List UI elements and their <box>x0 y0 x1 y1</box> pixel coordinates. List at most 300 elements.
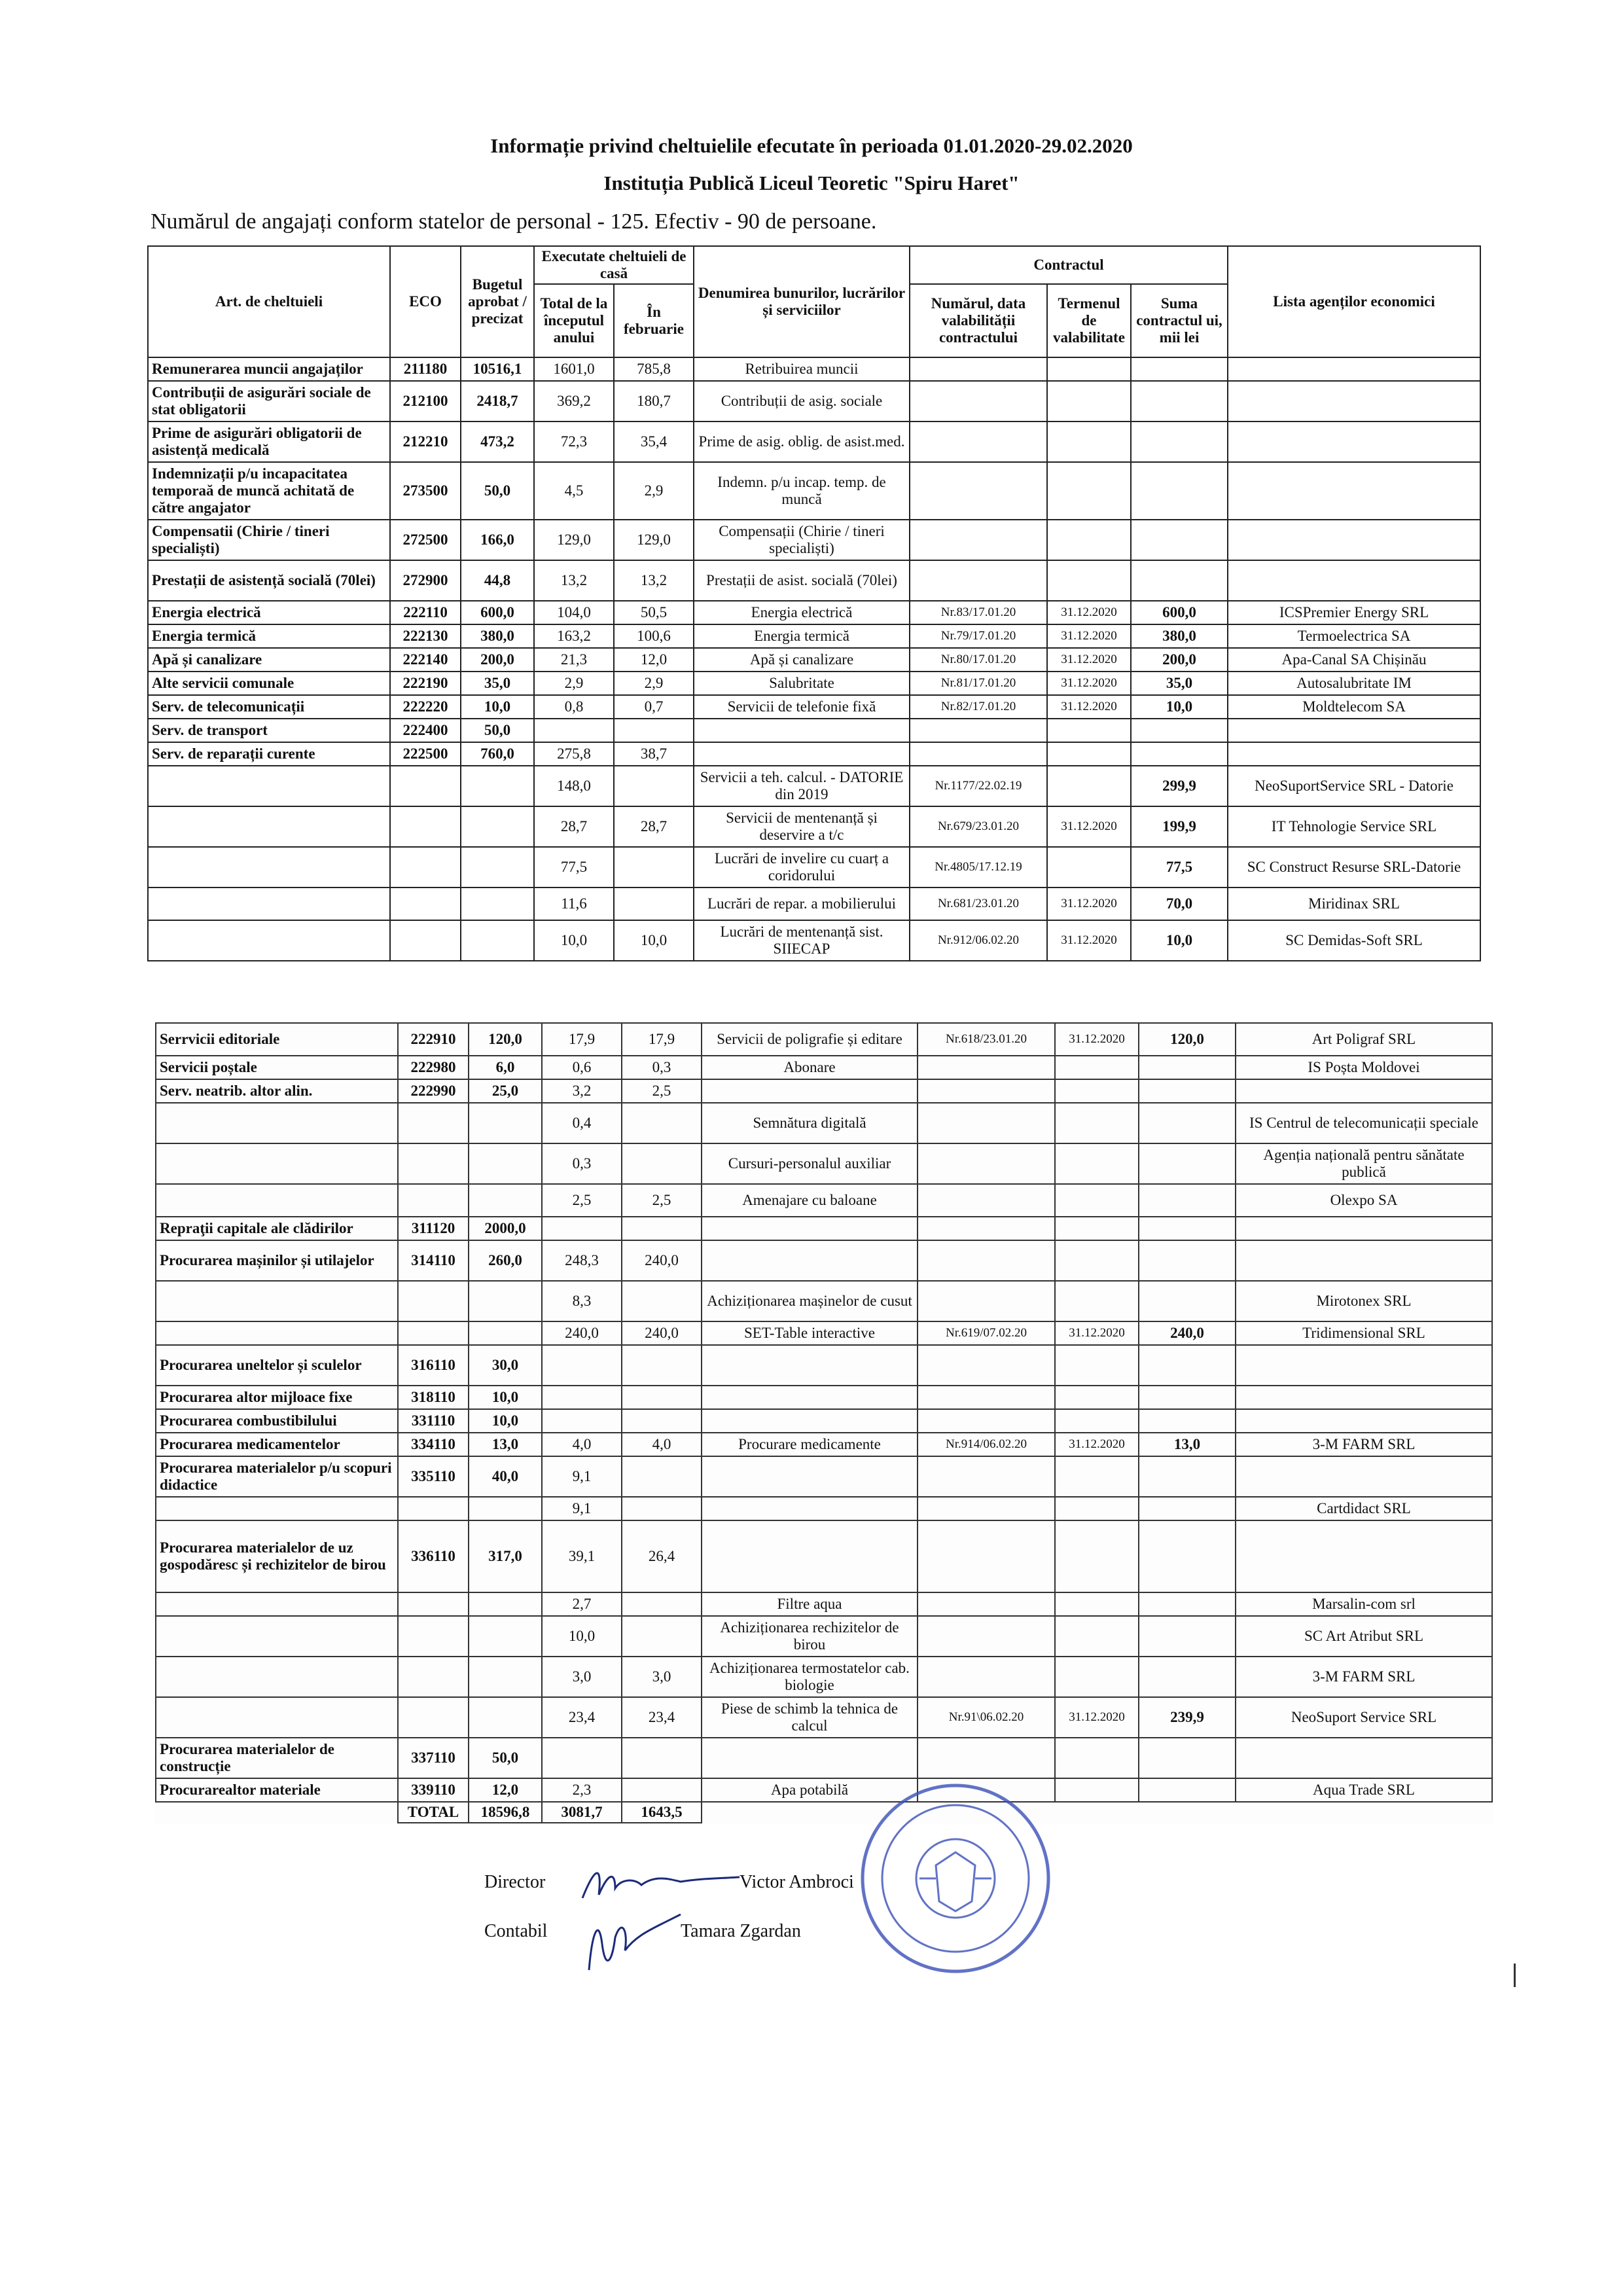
row-eco <box>398 1592 469 1616</box>
row-termen: 31.12.2020 <box>1047 601 1131 624</box>
row-denumire: Servicii a teh. calcul. - DATORIE din 2019 <box>694 766 910 806</box>
row-termen: 31.12.2020 <box>1055 1023 1139 1056</box>
table-row <box>156 1616 1492 1657</box>
row-eco: 222190 <box>390 672 461 695</box>
row-eco <box>398 1184 469 1217</box>
row-eco: 316110 <box>398 1345 469 1386</box>
row-buget: 10,0 <box>461 695 534 719</box>
row-art: Serrvicii editoriale <box>156 1023 398 1056</box>
row-denumire: Salubritate <box>694 672 910 695</box>
col-agenti: Lista agenților economici <box>1228 246 1480 357</box>
row-art <box>156 1103 398 1143</box>
row-art <box>156 1616 398 1657</box>
row-buget: 50,0 <box>461 719 534 742</box>
total-total: 3081,7 <box>542 1802 622 1823</box>
row-contract-nr <box>918 1738 1055 1778</box>
row-total: 3,2 <box>542 1079 622 1103</box>
col-feb: În februarie <box>614 284 694 357</box>
table-row <box>156 1657 1492 1697</box>
row-feb <box>622 1217 702 1240</box>
row-eco: 311120 <box>398 1217 469 1240</box>
row-buget: 260,0 <box>469 1240 542 1281</box>
row-total: 0,4 <box>542 1103 622 1143</box>
row-total: 275,8 <box>534 742 614 766</box>
row-denumire <box>702 1456 918 1497</box>
row-agent: Aqua Trade SRL <box>1236 1778 1492 1802</box>
row-agent <box>1236 1409 1492 1433</box>
row-buget <box>469 1184 542 1217</box>
row-denumire <box>702 1217 918 1240</box>
row-termen: 31.12.2020 <box>1047 888 1131 920</box>
row-eco: 337110 <box>398 1738 469 1778</box>
row-termen <box>1047 422 1131 462</box>
total-row <box>156 1802 1492 1823</box>
row-suma <box>1139 1240 1236 1281</box>
row-total: 2,9 <box>534 672 614 695</box>
row-total <box>542 1386 622 1409</box>
row-termen <box>1055 1592 1139 1616</box>
row-feb: 12,0 <box>614 648 694 672</box>
row-art <box>156 1657 398 1697</box>
row-denumire: Servicii de mentenanță și deservire a t/c <box>694 806 910 847</box>
row-feb <box>614 719 694 742</box>
row-art <box>148 766 390 806</box>
row-suma <box>1131 462 1228 520</box>
row-agent <box>1236 1079 1492 1103</box>
row-denumire: Achiziționarea rechizitelor de birou <box>702 1616 918 1657</box>
row-buget: 10,0 <box>469 1409 542 1433</box>
row-feb: 38,7 <box>614 742 694 766</box>
row-termen <box>1055 1386 1139 1409</box>
row-art: Procurarea altor mijloace fixe <box>156 1386 398 1409</box>
row-buget: 12,0 <box>469 1778 542 1802</box>
table-row <box>148 920 1480 961</box>
row-art: Contribuții de asigurări sociale de stat obligatorii <box>148 381 390 422</box>
row-art: Serv. de reparații curente <box>148 742 390 766</box>
row-contract-nr <box>918 1056 1055 1079</box>
row-termen <box>1055 1143 1139 1184</box>
row-art: Repraţii capitale ale clădirilor <box>156 1217 398 1240</box>
row-feb <box>614 847 694 888</box>
row-feb: 10,0 <box>614 920 694 961</box>
row-termen <box>1055 1281 1139 1321</box>
row-contract-nr <box>918 1616 1055 1657</box>
row-feb: 26,4 <box>622 1520 702 1592</box>
row-termen <box>1055 1345 1139 1386</box>
document-title: Informație privind cheltuielile efecutate în perioada 01.01.2020-29.02.2020 <box>490 134 1133 157</box>
row-contract-nr: Nr.83/17.01.20 <box>910 601 1047 624</box>
table-row <box>156 1023 1492 1056</box>
row-total: 1601,0 <box>534 357 614 381</box>
row-agent <box>1236 1217 1492 1240</box>
row-contract-nr <box>910 742 1047 766</box>
row-denumire: Lucrări de invelire cu cuarț a coridorului <box>694 847 910 888</box>
row-feb: 2,5 <box>622 1184 702 1217</box>
row-suma <box>1139 1497 1236 1520</box>
row-total: 148,0 <box>534 766 614 806</box>
row-agent: Cartdidact SRL <box>1236 1497 1492 1520</box>
row-feb: 240,0 <box>622 1321 702 1345</box>
institution-name: Instituția Publică Liceul Teoretic "Spiru Haret" <box>603 171 1020 194</box>
row-buget: 25,0 <box>469 1079 542 1103</box>
table-row <box>156 1217 1492 1240</box>
row-agent: Tridimensional SRL <box>1236 1321 1492 1345</box>
row-contract-nr <box>918 1592 1055 1616</box>
row-contract-nr: Nr.618/23.01.20 <box>918 1023 1055 1056</box>
table-row <box>156 1281 1492 1321</box>
row-agent <box>1236 1345 1492 1386</box>
row-eco: 222910 <box>398 1023 469 1056</box>
row-eco: 331110 <box>398 1409 469 1433</box>
row-buget: 760,0 <box>461 742 534 766</box>
row-suma <box>1139 1143 1236 1184</box>
row-buget <box>469 1321 542 1345</box>
row-buget: 6,0 <box>469 1056 542 1079</box>
row-termen <box>1047 381 1131 422</box>
row-agent: Autosalubritate IM <box>1228 672 1480 695</box>
row-suma <box>1139 1738 1236 1778</box>
row-feb <box>622 1497 702 1520</box>
table-row <box>148 601 1480 624</box>
row-feb <box>622 1281 702 1321</box>
row-agent <box>1236 1520 1492 1592</box>
row-eco <box>398 1657 469 1697</box>
table-row <box>148 766 1480 806</box>
row-buget: 40,0 <box>469 1456 542 1497</box>
row-contract-nr: Nr.679/23.01.20 <box>910 806 1047 847</box>
row-termen <box>1055 1240 1139 1281</box>
row-denumire: Apă și canalizare <box>694 648 910 672</box>
row-feb <box>614 766 694 806</box>
row-denumire <box>694 719 910 742</box>
row-suma: 240,0 <box>1139 1321 1236 1345</box>
contabil-signature <box>576 1905 694 1977</box>
row-art: Procurarea mașinilor și utilajelor <box>156 1240 398 1281</box>
row-art: Serv. neatrib. altor alin. <box>156 1079 398 1103</box>
row-buget <box>469 1657 542 1697</box>
row-denumire: Prestații de asist. socială (70lei) <box>694 560 910 601</box>
row-termen <box>1055 1520 1139 1592</box>
row-art <box>156 1321 398 1345</box>
row-agent <box>1228 462 1480 520</box>
row-termen: 31.12.2020 <box>1047 672 1131 695</box>
row-total: 10,0 <box>534 920 614 961</box>
table-row <box>156 1778 1492 1802</box>
row-termen <box>1047 766 1131 806</box>
row-buget: 50,0 <box>469 1738 542 1778</box>
row-art <box>156 1281 398 1321</box>
row-denumire: Abonare <box>702 1056 918 1079</box>
row-eco: 272900 <box>390 560 461 601</box>
row-eco <box>398 1321 469 1345</box>
row-termen: 31.12.2020 <box>1055 1321 1139 1345</box>
row-denumire <box>702 1345 918 1386</box>
row-contract-nr: Nr.82/17.01.20 <box>910 695 1047 719</box>
row-feb: 129,0 <box>614 520 694 560</box>
row-termen: 31.12.2020 <box>1055 1433 1139 1456</box>
table-bottom-body <box>156 1023 1492 1802</box>
row-suma <box>1139 1657 1236 1697</box>
row-eco: 334110 <box>398 1433 469 1456</box>
row-total: 9,1 <box>542 1497 622 1520</box>
row-total: 77,5 <box>534 847 614 888</box>
row-eco <box>398 1697 469 1738</box>
row-buget: 473,2 <box>461 422 534 462</box>
row-total: 8,3 <box>542 1281 622 1321</box>
row-buget <box>461 847 534 888</box>
table-row <box>148 381 1480 422</box>
row-art: Apă și canalizare <box>148 648 390 672</box>
row-feb: 0,7 <box>614 695 694 719</box>
row-feb <box>622 1409 702 1433</box>
row-buget: 200,0 <box>461 648 534 672</box>
row-eco <box>398 1616 469 1657</box>
row-buget <box>469 1281 542 1321</box>
row-total: 0,8 <box>534 695 614 719</box>
row-denumire: Contribuții de asig. sociale <box>694 381 910 422</box>
row-suma <box>1139 1520 1236 1592</box>
row-buget: 2418,7 <box>461 381 534 422</box>
row-buget <box>461 806 534 847</box>
table-row <box>156 1321 1492 1345</box>
row-denumire: Retribuirea muncii <box>694 357 910 381</box>
table-row <box>148 624 1480 648</box>
row-termen: 31.12.2020 <box>1047 920 1131 961</box>
row-denumire <box>702 1240 918 1281</box>
director-signature <box>576 1859 746 1911</box>
row-feb <box>614 888 694 920</box>
table-row <box>156 1240 1492 1281</box>
row-agent: IS Poșta Moldovei <box>1236 1056 1492 1079</box>
row-total: 72,3 <box>534 422 614 462</box>
row-buget <box>469 1497 542 1520</box>
row-eco <box>390 888 461 920</box>
row-art <box>156 1497 398 1520</box>
row-eco <box>398 1281 469 1321</box>
row-suma <box>1131 520 1228 560</box>
row-suma <box>1131 719 1228 742</box>
row-denumire: Energia termică <box>694 624 910 648</box>
row-art: Prestații de asistență socială (70lei) <box>148 560 390 601</box>
table-row <box>148 560 1480 601</box>
row-eco: 222130 <box>390 624 461 648</box>
row-agent: IT Tehnologie Service SRL <box>1228 806 1480 847</box>
row-total: 240,0 <box>542 1321 622 1345</box>
table-row <box>156 1386 1492 1409</box>
row-suma <box>1139 1217 1236 1240</box>
row-agent: SC Art Atribut SRL <box>1236 1616 1492 1657</box>
table-row <box>156 1345 1492 1386</box>
row-contract-nr <box>918 1345 1055 1386</box>
row-agent: Mirotonex SRL <box>1236 1281 1492 1321</box>
row-agent <box>1228 357 1480 381</box>
row-agent: NeoSuportService SRL - Datorie <box>1228 766 1480 806</box>
row-contract-nr: Nr.619/07.02.20 <box>918 1321 1055 1345</box>
row-termen: 31.12.2020 <box>1047 695 1131 719</box>
row-suma <box>1131 422 1228 462</box>
row-buget: 10516,1 <box>461 357 534 381</box>
table-row <box>156 1497 1492 1520</box>
col-contract: Contractul <box>910 246 1228 284</box>
row-total: 248,3 <box>542 1240 622 1281</box>
row-termen <box>1055 1497 1139 1520</box>
row-feb: 0,3 <box>622 1056 702 1079</box>
row-suma <box>1139 1079 1236 1103</box>
row-suma: 380,0 <box>1131 624 1228 648</box>
row-suma <box>1139 1386 1236 1409</box>
row-suma <box>1139 1103 1236 1143</box>
row-termen <box>1055 1616 1139 1657</box>
row-total: 11,6 <box>534 888 614 920</box>
row-contract-nr: Nr.80/17.01.20 <box>910 648 1047 672</box>
row-eco <box>390 806 461 847</box>
row-suma: 35,0 <box>1131 672 1228 695</box>
row-denumire: Compensații (Chirie / tineri specialiști) <box>694 520 910 560</box>
table-row <box>148 847 1480 888</box>
row-suma <box>1139 1184 1236 1217</box>
col-denumire: Denumirea bunurilor, lucrărilor și serviciilor <box>694 246 910 357</box>
row-art <box>156 1592 398 1616</box>
table-row <box>148 719 1480 742</box>
row-termen <box>1055 1409 1139 1433</box>
row-total <box>542 1345 622 1386</box>
row-suma: 10,0 <box>1131 695 1228 719</box>
row-eco: 222140 <box>390 648 461 672</box>
row-agent: 3-M FARM SRL <box>1236 1657 1492 1697</box>
table-row <box>156 1409 1492 1433</box>
row-denumire: Indemn. p/u incap. temp. de muncă <box>694 462 910 520</box>
row-termen: 31.12.2020 <box>1047 806 1131 847</box>
row-agent: Miridinax SRL <box>1228 888 1480 920</box>
row-feb: 240,0 <box>622 1240 702 1281</box>
row-feb: 2,5 <box>622 1079 702 1103</box>
row-suma: 77,5 <box>1131 847 1228 888</box>
row-termen <box>1047 719 1131 742</box>
col-art: Art. de cheltuieli <box>148 246 390 357</box>
col-eco: ECO <box>390 246 461 357</box>
row-suma <box>1131 381 1228 422</box>
row-buget <box>469 1697 542 1738</box>
row-contract-nr <box>910 462 1047 520</box>
row-total: 3,0 <box>542 1657 622 1697</box>
row-termen <box>1047 847 1131 888</box>
table-row <box>148 462 1480 520</box>
row-art <box>148 806 390 847</box>
row-total <box>542 1409 622 1433</box>
table-row <box>156 1456 1492 1497</box>
row-art <box>148 847 390 888</box>
director-name: Victor Ambroci <box>740 1872 854 1892</box>
table-row <box>156 1184 1492 1217</box>
contabil-label: Contabil <box>484 1921 548 1941</box>
row-buget <box>469 1143 542 1184</box>
col-numar: Numărul, data valabilității contractului <box>910 284 1047 357</box>
row-eco: 222980 <box>398 1056 469 1079</box>
row-total <box>534 719 614 742</box>
row-agent: 3-M FARM SRL <box>1236 1433 1492 1456</box>
row-termen <box>1055 1657 1139 1697</box>
row-buget: 120,0 <box>469 1023 542 1056</box>
row-agent: Olexpo SA <box>1236 1184 1492 1217</box>
row-denumire: Lucrări de repar. a mobilierului <box>694 888 910 920</box>
row-total: 17,9 <box>542 1023 622 1056</box>
row-eco: 212100 <box>390 381 461 422</box>
row-termen <box>1047 520 1131 560</box>
row-eco: 335110 <box>398 1456 469 1497</box>
row-contract-nr <box>918 1217 1055 1240</box>
table-row <box>148 357 1480 381</box>
row-buget: 50,0 <box>461 462 534 520</box>
row-buget <box>461 888 534 920</box>
total-feb: 1643,5 <box>622 1802 702 1823</box>
table-row <box>156 1738 1492 1778</box>
row-suma <box>1131 357 1228 381</box>
row-agent <box>1236 1456 1492 1497</box>
row-feb: 50,5 <box>614 601 694 624</box>
row-contract-nr <box>918 1497 1055 1520</box>
row-contract-nr: Nr.79/17.01.20 <box>910 624 1047 648</box>
row-denumire: Apa potabilă <box>702 1778 918 1802</box>
row-termen <box>1055 1079 1139 1103</box>
row-denumire: Achiziționarea termostatelor cab. biologie <box>702 1657 918 1697</box>
row-agent <box>1228 742 1480 766</box>
table-top-body <box>148 357 1480 961</box>
table-row <box>148 888 1480 920</box>
row-agent <box>1228 381 1480 422</box>
table-row <box>148 695 1480 719</box>
row-suma: 200,0 <box>1131 648 1228 672</box>
row-feb: 2,9 <box>614 462 694 520</box>
contabil-name: Tamara Zgardan <box>681 1921 801 1941</box>
row-eco: 222990 <box>398 1079 469 1103</box>
row-denumire <box>702 1520 918 1592</box>
table-row <box>148 422 1480 462</box>
row-denumire: SET-Table interactive <box>702 1321 918 1345</box>
row-feb <box>622 1103 702 1143</box>
row-denumire: Filtre aqua <box>702 1592 918 1616</box>
table-row <box>148 648 1480 672</box>
row-total: 23,4 <box>542 1697 622 1738</box>
row-contract-nr <box>910 719 1047 742</box>
row-total <box>542 1217 622 1240</box>
table-row <box>156 1697 1492 1738</box>
row-termen <box>1047 560 1131 601</box>
row-buget: 10,0 <box>469 1386 542 1409</box>
row-agent: NeoSuport Service SRL <box>1236 1697 1492 1738</box>
row-contract-nr: Nr.1177/22.02.19 <box>910 766 1047 806</box>
col-total: Total de la începutul anului <box>534 284 614 357</box>
row-denumire: Amenajare cu baloane <box>702 1184 918 1217</box>
row-agent <box>1236 1738 1492 1778</box>
table-row <box>156 1056 1492 1079</box>
row-contract-nr <box>918 1079 1055 1103</box>
row-eco: 211180 <box>390 357 461 381</box>
row-art: Compensatii (Chirie / tineri specialiști) <box>148 520 390 560</box>
row-total: 129,0 <box>534 520 614 560</box>
row-eco: 222110 <box>390 601 461 624</box>
row-feb: 3,0 <box>622 1657 702 1697</box>
row-agent: ICSPremier Energy SRL <box>1228 601 1480 624</box>
row-feb: 100,6 <box>614 624 694 648</box>
row-termen: 31.12.2020 <box>1047 624 1131 648</box>
row-termen: 31.12.2020 <box>1055 1697 1139 1738</box>
expenses-table-bottom <box>155 1022 1493 1823</box>
total-buget: 18596,8 <box>469 1802 542 1823</box>
row-eco: 272500 <box>390 520 461 560</box>
row-art: Remunerarea muncii angajaților <box>148 357 390 381</box>
row-art <box>148 920 390 961</box>
row-agent: Termoelectrica SA <box>1228 624 1480 648</box>
